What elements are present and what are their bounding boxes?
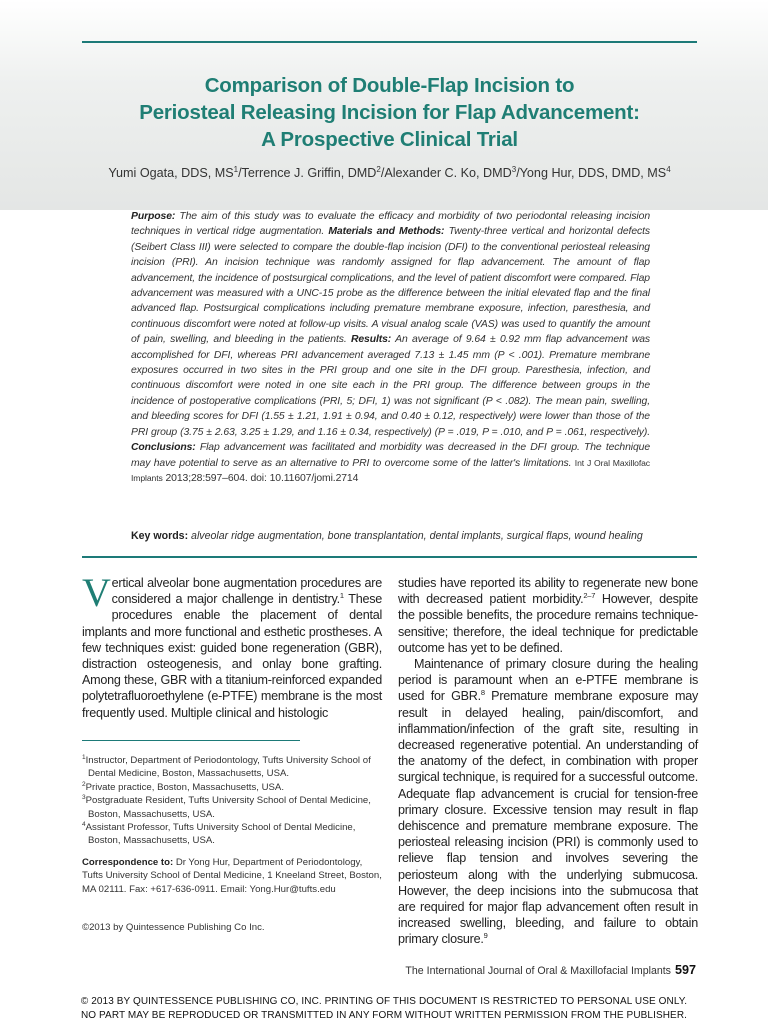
correspondence-text: Dr Yong Hur, Department of Periodontology, Tufts University School of Dental Medicine, 1 Kneeland Street, Boston, MA 02111. Fax: +617-636-0911. Email: Yong.Hur@tufts.edu bbox=[82, 857, 382, 895]
body-paragraph bbox=[82, 570, 382, 721]
footnote-rule bbox=[82, 740, 300, 741]
body-text: These procedures enable the placement of dental implants and more functional and esthetic prostheses. A few techniques exist: guided bone regeneration (GBR), distraction osteogenesis, and onlay bone grafting. Among these, GBR with a titanium-reinforced expanded polytetrafluoroethylene (e-PTFE) membrane is the most frequently used. Multiple clinical and histologic bbox=[82, 592, 382, 720]
abstract-results-label: Results: bbox=[350, 334, 392, 346]
correspondence-label: Correspondence to: bbox=[82, 857, 174, 868]
footnote-number: 1 bbox=[82, 754, 86, 761]
author-affiliation-mark: 3 bbox=[511, 165, 517, 174]
footnote bbox=[82, 754, 382, 781]
page-number: 597 bbox=[674, 963, 696, 977]
drop-cap: V bbox=[82, 570, 111, 615]
section-rule bbox=[82, 556, 697, 558]
author-name: Yumi Ogata, DDS, MS bbox=[108, 166, 234, 180]
footnote bbox=[82, 821, 382, 848]
abstract-purpose-label: Purpose: bbox=[131, 211, 176, 222]
keywords-label: Key words: bbox=[131, 530, 189, 542]
footnote bbox=[82, 781, 382, 794]
body-text: Premature membrane exposure may result in delayed healing, pain/discomfort, and inflammation/infection of the graft site, resulting in decreased regenerative potential. An understanding of the anatomy of the defect, in combination with proper surgical technique, is required for a successful outcome. Adequate flap advancement is crucial for tension-free primary closure. Excessive tension may result in flap dehiscence and premature membrane exposure. The periosteal releasing incision (PRI) is commonly used to relieve flap tension and involves severing the periosteum along with the underlying submucosa. However, the deep incisions into the submucosa that are required for major flap advancement often result in increased swelling, bleeding, and failure to obtain primary closure. bbox=[398, 689, 698, 947]
abstract-purpose: The aim of this study was to evaluate the efficacy and morbidity of two periodontal releasing incision techniques in vertical ridge augmentation. bbox=[131, 211, 650, 238]
body-paragraph bbox=[398, 575, 698, 656]
body-text: ertical alveolar bone augmentation procedures are considered a major challenge in dentistry. bbox=[111, 576, 382, 607]
title-line: A Prospective Clinical Trial bbox=[261, 128, 518, 151]
abstract-methods: Twenty-three vertical and horizontal defects (Seibert Class III) were selected to compare the double-flap incision (DFI) to the conventional periosteal releasing incision (PRI). An incision technique was randomly assigned for flap advancement. The amount of flap advancement, the incidence of postsurgical complications, and the level of patient discomfort were compared. Flap advancement was measured with a UNC-15 probe as the difference between the initial elevated flap and the final advanced flap. Postsurgical complications including premature membrane exposure, infection, paresthesia, and continuous discomfort were noted at follow-up visits. A visual analog scale (VAS) was used to quantify the amount of pain, swelling, and bleeding in the patients. bbox=[131, 226, 650, 346]
author-affiliation-mark: 1 bbox=[233, 165, 239, 174]
footnote-text: Private practice, Boston, Massachusetts, USA. bbox=[85, 781, 284, 793]
body-column-right bbox=[398, 575, 698, 948]
citation-ref: 9 bbox=[483, 931, 488, 941]
author-affiliation-mark: 2 bbox=[376, 165, 381, 174]
running-footer bbox=[405, 963, 696, 977]
footnote-text: Assistant Professor, Tufts University School of Dental Medicine, Boston, Massachusetts, USA. bbox=[85, 822, 356, 847]
keywords-text: alveolar ridge augmentation, bone transplantation, dental implants, surgical flaps, wound healing bbox=[188, 530, 643, 542]
abstract-conclusions-label: Conclusions: bbox=[131, 442, 196, 454]
abstract-conclusions: Flap advancement was facilitated and morbidity was decreased in the DFI group. The technique may have potential to serve as an alternative to PRI to overcome some of the latter's limitations. bbox=[131, 442, 650, 469]
copyright-disclaimer bbox=[0, 995, 768, 1022]
footnote-text: Postgraduate Resident, Tufts University School of Dental Medicine, Boston, Massachusetts, USA. bbox=[85, 795, 371, 820]
disclaimer-line: NO PART MAY BE REPRODUCED OR TRANSMITTED IN ANY FORM WITHOUT WRITTEN PERMISSION FROM THE PUBLISHER. bbox=[80, 1009, 688, 1021]
body-text: However, despite the possible benefits, the procedure remains technique-sensitive; therefore, the ideal technique for predictable outcome has yet to be defined. bbox=[398, 592, 698, 655]
keywords bbox=[131, 529, 650, 543]
body-text: studies have reported its ability to regenerate new bone with decreased patient morbidity. bbox=[398, 576, 698, 607]
citation-journal: Int J Oral Maxillofac Implants bbox=[131, 457, 650, 483]
author-name: /Yong Hur, DDS, DMD, MS bbox=[516, 166, 667, 180]
footnote-number: 2 bbox=[82, 780, 86, 788]
abstract-methods-label: Materials and Methods: bbox=[328, 226, 445, 238]
footnote-number: 4 bbox=[82, 821, 86, 829]
disclaimer-line: © 2013 BY QUINTESSENCE PUBLISHING CO, INC. PRINTING OF THIS DOCUMENT IS RESTRICTED TO PERSONAL USE ONLY. bbox=[80, 996, 688, 1007]
top-rule bbox=[82, 41, 697, 43]
footnote-text: Instructor, Department of Periodontology, Tufts University School of Dental Medicine, Boston, Massachusetts, USA. bbox=[85, 755, 371, 780]
citation-ref: 2–7 bbox=[583, 591, 596, 601]
title-line: Periosteal Releasing Incision for Flap Advancement: bbox=[139, 101, 640, 124]
title-line: Comparison of Double-Flap Incision to bbox=[204, 74, 575, 97]
copyright-note: ©2013 by Quintessence Publishing Co Inc. bbox=[82, 922, 265, 933]
author-list bbox=[82, 166, 697, 180]
article-title bbox=[82, 72, 697, 153]
affiliation-footnotes bbox=[82, 754, 382, 848]
abstract-results: An average of 9.64 ± 0.92 mm flap advancement was accomplished for DFI, whereas PRI advancement averaged 7.13 ± 1.45 mm (P < .001). Premature membrane exposures occurred in two sites in the PRI group and one site in the DFI group. Paresthesia, infection, and continuous discomfort were noted in one site each in the PRI group. The difference between groups in the incidence of postoperative complications (PRI, 5; DFI, 1) was not significant (P < .082). The mean pain, swelling, and bleeding scores for DFI (1.55 ± 1.21, 1.91 ± 0.94, and 0.40 ± 0.12, respectively) were lower than those of the PRI group (3.75 ± 2.63, 3.25 ± 1.29, and 1.16 ± 0.34, respectively) (P = .019, P = .010, and P = .061, respectively). bbox=[131, 334, 651, 438]
body-text: Maintenance of primary closure during the healing period is paramount when an e-PTFE membrane is used for GBR. bbox=[398, 657, 698, 704]
citation-ref: 1 bbox=[339, 591, 344, 601]
citation-details: 2013;28:597–604. doi: 10.11607/jomi.2714 bbox=[162, 472, 359, 484]
author-affiliation-mark: 4 bbox=[666, 165, 671, 174]
author-name: /Terrence J. Griffin, DMD bbox=[238, 166, 377, 180]
author-name: /Alexander C. Ko, DMD bbox=[380, 166, 512, 180]
body-column-left bbox=[82, 570, 382, 721]
correspondence bbox=[82, 856, 382, 896]
body-paragraph bbox=[398, 656, 698, 948]
citation-ref: 8 bbox=[480, 688, 485, 698]
footnote bbox=[82, 794, 382, 821]
journal-name: The International Journal of Oral & Maxillofacial Implants bbox=[405, 965, 671, 977]
abstract bbox=[131, 209, 650, 486]
footnote-number: 3 bbox=[82, 794, 86, 802]
